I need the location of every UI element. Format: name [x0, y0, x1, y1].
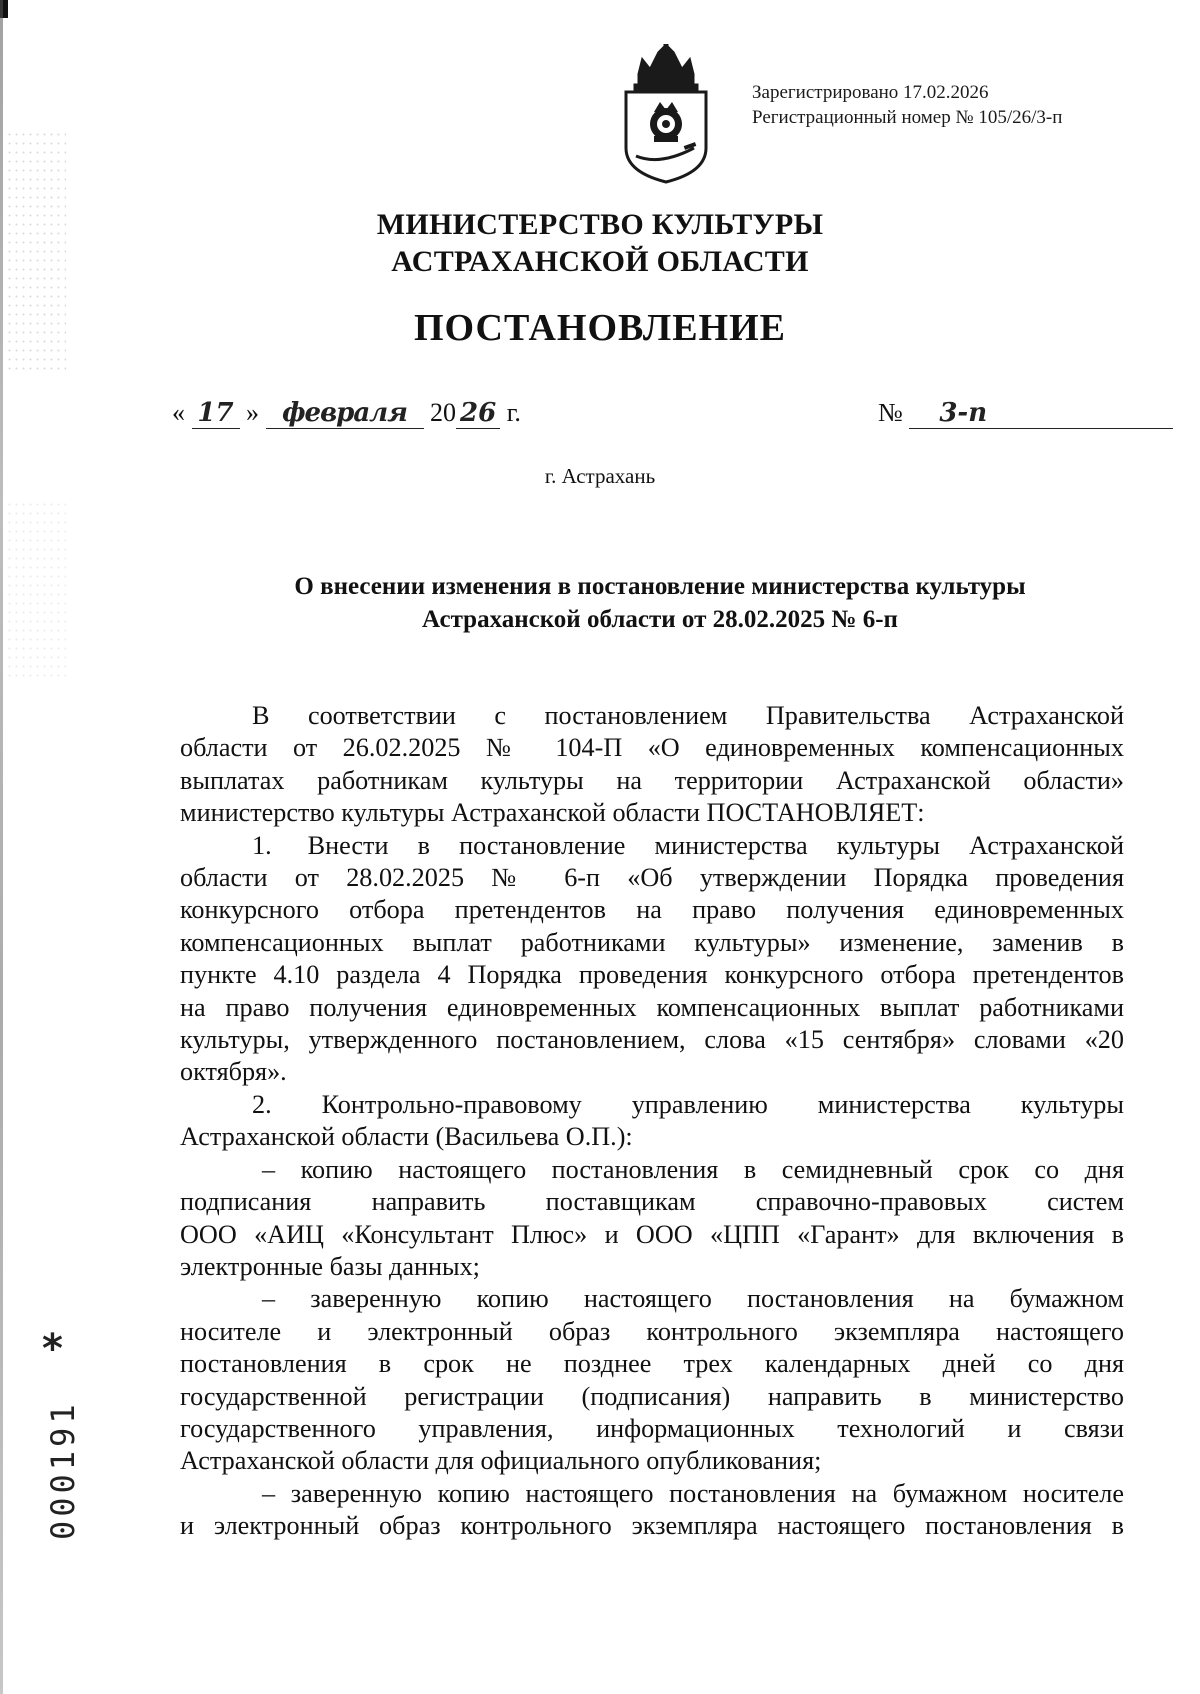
registration-stamp	[752, 80, 1062, 130]
date-close-quote: »	[246, 398, 259, 427]
subitem-2-line: – заверенную копию настоящего постановления на бумажном	[262, 1284, 1124, 1314]
registration-number: Регистрационный номер № 105/26/3-п	[752, 107, 1063, 128]
subitem-1-line: – копию настоящего постановления в семидневный срок со дня	[262, 1154, 1124, 1184]
number-label: №	[878, 398, 903, 427]
item-1-line: пункте 4.10 раздела 4 Порядка проведения конкурсного отбора претендентов	[180, 960, 1124, 990]
title-line-2: Астраханской области от 28.02.2025 № 6-п	[422, 606, 898, 633]
subitem-1-line: электронные базы данных;	[180, 1251, 480, 1281]
document-city: г. Астрахань	[544, 464, 656, 488]
preamble-line: выплатах работникам культуры на территории Астраханской области»	[180, 765, 1124, 795]
document-type: ПОСТАНОВЛЕНИЕ	[413, 307, 787, 349]
date-year-prefix: 20	[430, 398, 456, 427]
number-value: 3-п	[909, 398, 1173, 429]
document-number	[878, 398, 1173, 429]
preamble-line: министерство культуры Астраханской области ПОСТАНОВЛЯЕТ:	[180, 798, 925, 828]
subitem-3-line: и электронный образ контрольного экземпляра настоящего постановления в	[180, 1511, 1124, 1541]
item-1-line: компенсационных выплат работниками культуры» изменение, заменив в	[180, 927, 1124, 957]
document-title	[200, 570, 1120, 636]
registration-date: Зарегистрировано 17.02.2026	[752, 82, 989, 103]
subitem-3-line: – заверенную копию настоящего постановления на бумажном носителе	[262, 1478, 1124, 1508]
item-1-line: области от 28.02.2025 № 6-п «Об утверждении Порядка проведения	[180, 863, 1124, 893]
subitem-2-line: постановления в срок не позднее трех календарных дней со дня	[180, 1349, 1124, 1379]
astrakhan-coat-of-arms-icon	[620, 44, 712, 186]
item-1-number: 1.	[252, 830, 272, 860]
preamble-line: В соответствии с постановлением Правительства Астраханской	[252, 701, 1124, 730]
ministry-line-1: МИНИСТЕРСТВО КУЛЬТУРЫ	[376, 208, 824, 241]
date-month: февраля	[266, 398, 424, 429]
item-1-line: октября».	[180, 1057, 287, 1087]
date-year-mark: г.	[506, 398, 521, 427]
document-body	[180, 700, 1124, 1543]
ministry-name	[0, 206, 1200, 280]
item-1-line: конкурсного отбора претендентов на право получения единовременных	[180, 895, 1124, 925]
item-1-line: на право получения единовременных компенсационных выплат работниками	[180, 992, 1124, 1022]
item-1-line	[180, 830, 1124, 862]
subitem-1-line: подписания направить поставщикам справочно-правовых систем	[180, 1187, 1124, 1217]
item-2-line: 2. Контрольно-правовому управлению министерства культуры	[252, 1089, 1124, 1119]
scan-noise	[6, 500, 66, 680]
subitem-2-line: носителе и электронный образ контрольного экземпляра настоящего	[180, 1316, 1124, 1346]
preamble-line: области от 26.02.2025 № 104-П «О единовременных компенсационных	[180, 733, 1124, 763]
ministry-line-2: АСТРАХАНСКОЙ ОБЛАСТИ	[391, 245, 809, 278]
date-day: 17	[192, 398, 240, 429]
side-stamp-number: 000191	[44, 1400, 82, 1540]
title-line-1: О внесении изменения в постановление министерства культуры	[294, 573, 1026, 600]
subitem-1-line: ООО «АИЦ «Консультант Плюс» и ООО «ЦПП «Гарант» для включения в	[180, 1219, 1124, 1249]
subitem-2-line: государственной регистрации (подписания) направить в министерство	[180, 1381, 1124, 1411]
date-year-suffix: 26	[456, 398, 500, 429]
item-2-line: Астраханской области (Васильева О.П.):	[180, 1122, 633, 1152]
side-stamp-star: *	[42, 1326, 63, 1372]
item-1-text: Внести в постановление министерства культуры Астраханской	[307, 830, 1124, 860]
item-1-line: культуры, утвержденного постановлением, слова «15 сентября» словами «20	[180, 1025, 1124, 1055]
document-date	[172, 398, 521, 438]
subitem-2-line: государственного управления, информационных технологий и связи	[180, 1413, 1124, 1443]
subitem-2-line: Астраханской области для официального опубликования;	[180, 1446, 822, 1476]
date-open-quote: «	[172, 398, 185, 427]
